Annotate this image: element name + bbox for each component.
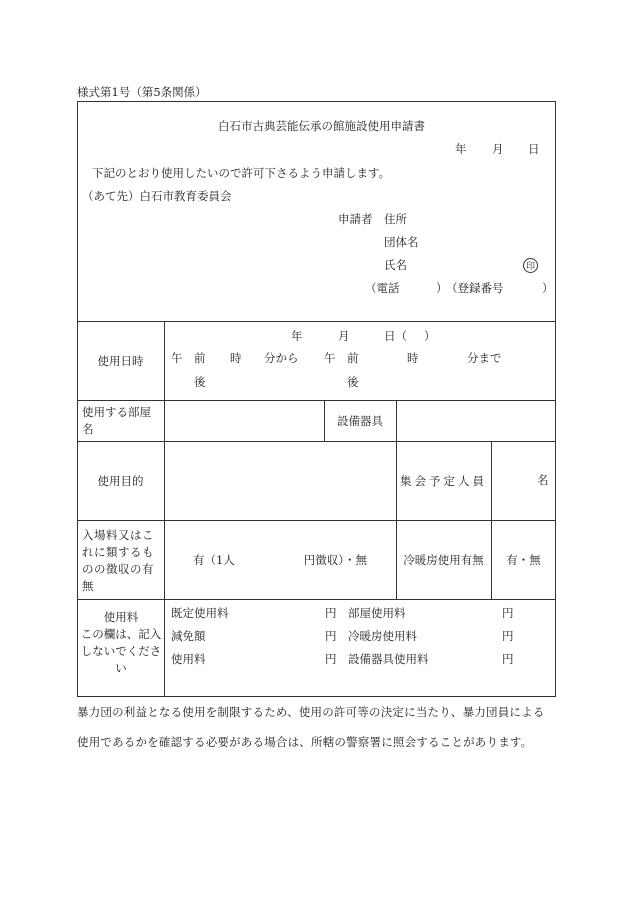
date-day: 日: [528, 142, 540, 156]
charge-label-note: この欄は、記入しないでください: [80, 627, 162, 675]
date-month: 月: [492, 142, 504, 156]
applicant-label: 申請者: [338, 212, 373, 226]
heating-label: 冷暖房使用有無: [403, 552, 484, 567]
phone-close: ）: [436, 281, 448, 295]
form-title: 白石市古典芸能伝承の館施設使用申請書: [218, 119, 425, 133]
fixed-fee-yen: 円: [325, 606, 337, 620]
heating-fee-label: 冷暖房使用料: [348, 629, 417, 643]
usage-year: 年: [291, 329, 303, 343]
equipment-label: 設備器具: [337, 413, 383, 428]
charge-label: [80, 609, 162, 677]
people-unit: 名: [537, 473, 549, 487]
usage-fee-label: 使用料: [171, 652, 206, 666]
phone-label: （電話: [365, 281, 400, 295]
footer-note-line1: 暴力団の利益となる使用を制限するため、使用の許可等の決定に当たり、暴力団員による: [77, 705, 545, 719]
end-pm: 後: [347, 375, 359, 389]
start-am: 前: [194, 351, 206, 365]
end-am: 前: [347, 351, 359, 365]
heating-fee-yen: 円: [502, 629, 514, 643]
people-label: 集会予定人員: [400, 473, 487, 488]
end-until: 分まで: [467, 351, 502, 365]
date-year: 年: [455, 142, 467, 156]
footer-note-line2: 使用であるかを確認する必要がある場合は、所轄の警察署に照会することがあります。: [77, 735, 533, 749]
end-hour: 時: [407, 351, 419, 365]
room-fee-yen: 円: [502, 606, 514, 620]
divider-room: [77, 400, 556, 401]
name-label: 氏名: [384, 258, 407, 272]
seal-stamp: 印: [523, 258, 538, 273]
usage-fee-yen: 円: [325, 652, 337, 666]
address-label: 住所: [384, 212, 407, 226]
heating-value: 有・無: [506, 552, 541, 567]
form-number: 様式第1号（第5条関係）: [77, 85, 207, 99]
org-label: 団体名: [384, 235, 419, 249]
usage-day: 日（: [384, 329, 407, 343]
start-hour: 時: [230, 351, 242, 365]
usage-day-close: ）: [424, 329, 436, 343]
equipment-fee-yen: 円: [502, 652, 514, 666]
request-statement: 下記のとおり使用したいので許可下さるよう申請します。: [92, 166, 391, 180]
start-pm: 後: [194, 375, 206, 389]
divider-charge: [77, 599, 556, 600]
equipment-fee-label: 設備器具使用料: [348, 652, 429, 666]
addressee: （あて先）白石市教育委員会: [82, 189, 232, 203]
charge-label-title: 使用料: [103, 610, 139, 624]
end-ampm-prefix: 午: [324, 351, 336, 365]
admission-fee-value: 有（1人 円徴収）・無: [192, 552, 368, 567]
usage-month: 月: [338, 329, 350, 343]
start-ampm-prefix: 午: [171, 351, 183, 365]
equipment-value-divider: [396, 400, 397, 441]
start-from: 分から: [264, 351, 299, 365]
reduction-label: 減免額: [171, 629, 206, 643]
registration-label: （登録番号: [446, 281, 504, 295]
purpose-label: 使用目的: [97, 473, 144, 488]
reduction-yen: 円: [325, 629, 337, 643]
fixed-fee-label: 既定使用料: [171, 606, 229, 620]
admission-fee-label: 入場料又はこれに類するものの徴収の有無: [82, 528, 154, 593]
room-fee-label: 部屋使用料: [348, 606, 406, 620]
room-label: 使用する部屋名: [82, 405, 151, 436]
registration-close: ）: [542, 281, 554, 295]
usage-date-label: 使用日時: [97, 353, 144, 368]
label-column-divider: [164, 321, 165, 697]
